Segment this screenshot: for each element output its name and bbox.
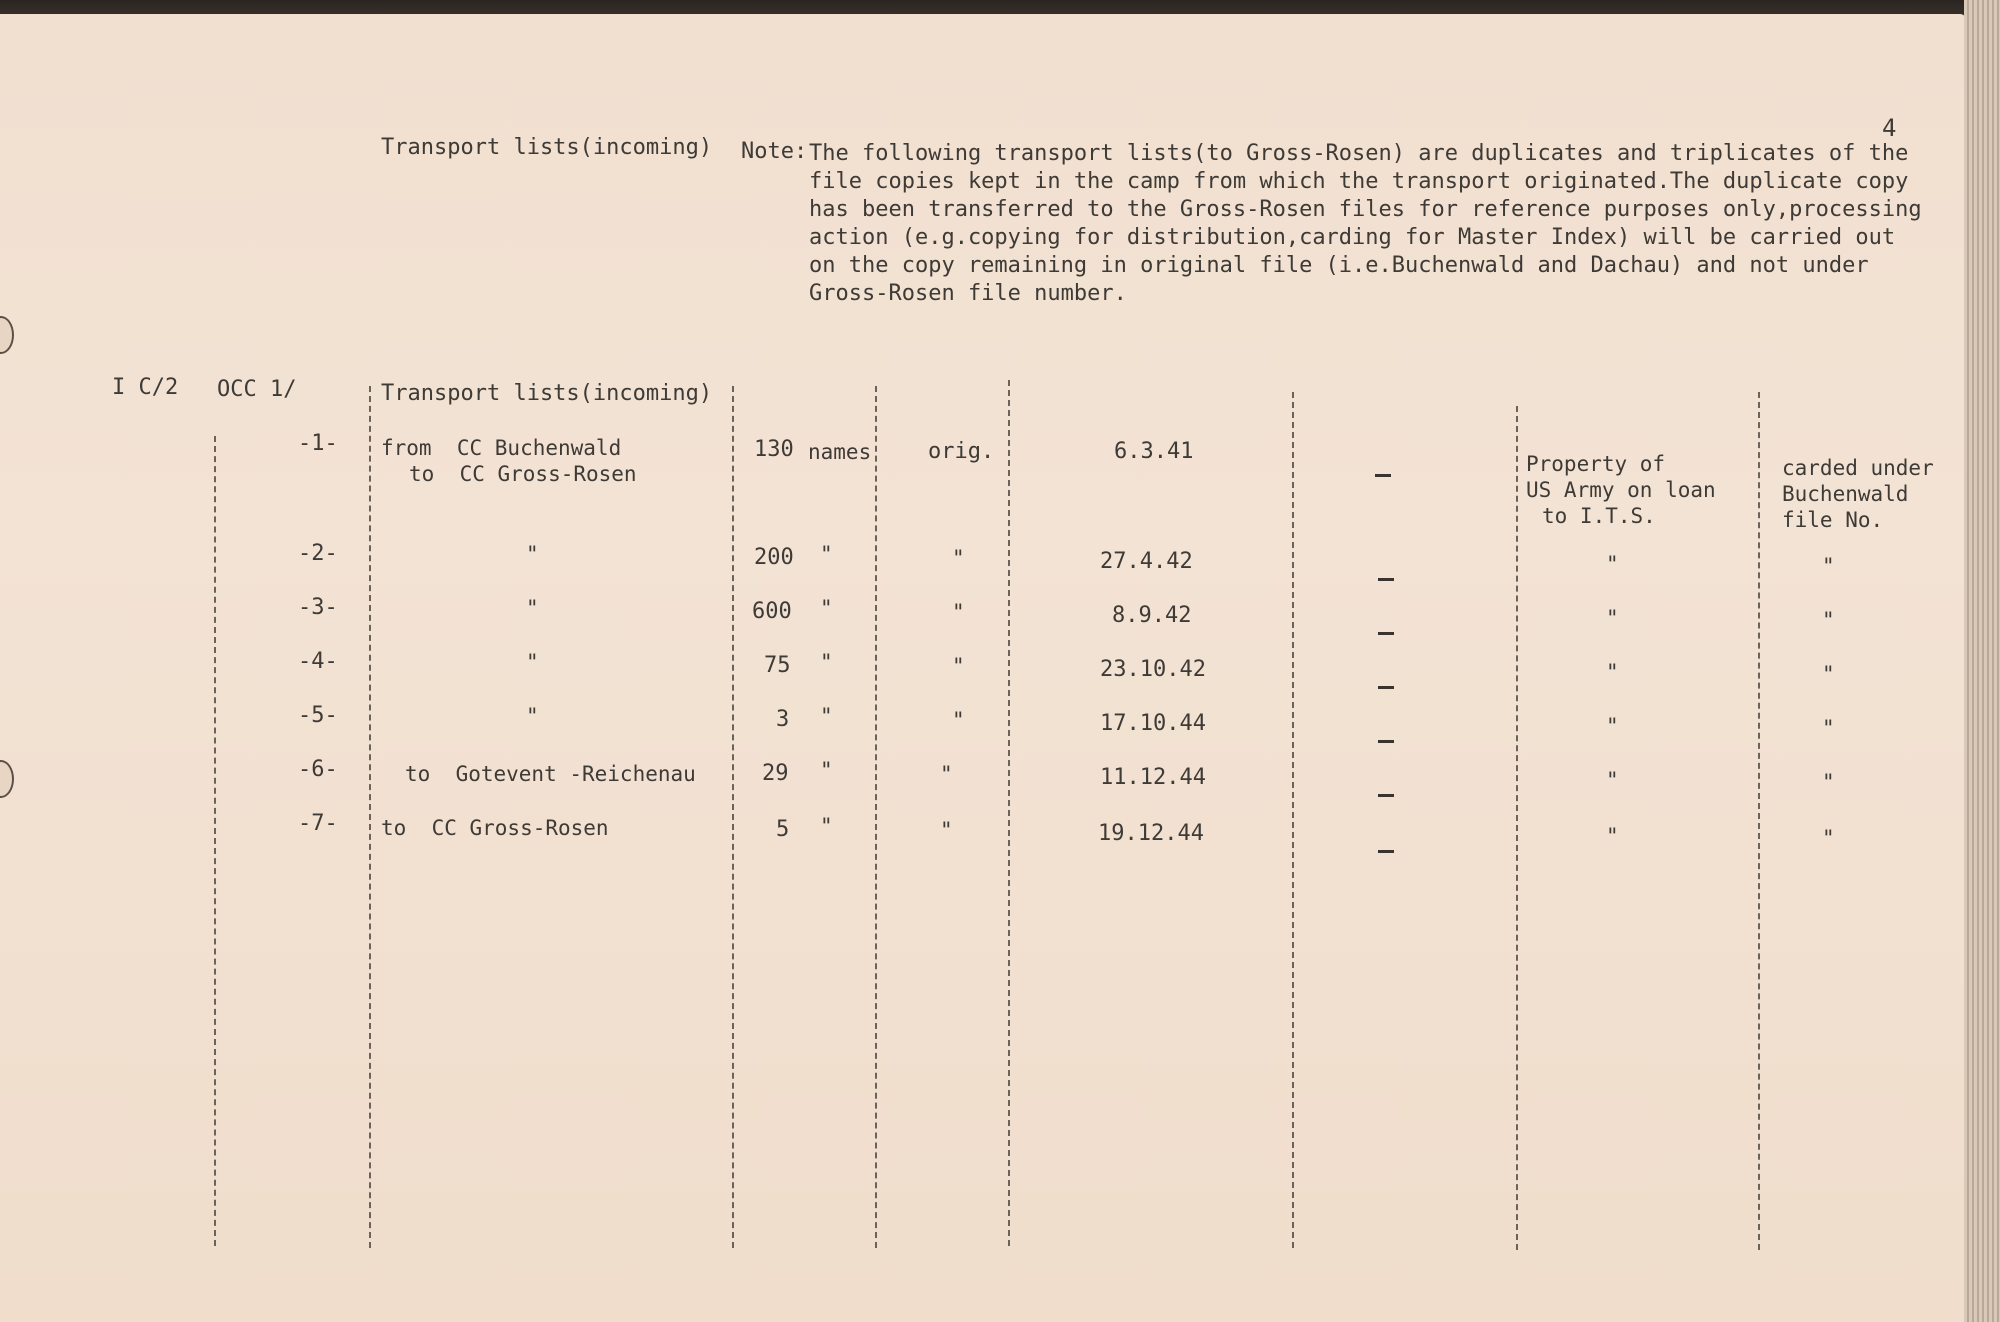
count: 5: [776, 817, 790, 842]
route-to: to CC Gross-Rosen: [409, 462, 637, 486]
column-rule: [214, 436, 216, 1246]
column-rule: [1292, 392, 1294, 1248]
carded-ditto: ": [1822, 554, 1835, 578]
dash-mark: [1378, 686, 1394, 689]
binder-hole-icon: [0, 760, 14, 798]
property-line: Property of: [1526, 452, 1666, 476]
route-to: to CC Gross-Rosen: [381, 816, 609, 840]
note-line: on the copy remaining in original file (i.e.Buchenwald and Dachau) and not under: [809, 253, 1869, 278]
carded-ditto: ": [1822, 716, 1835, 740]
carded-ditto: ": [1822, 662, 1835, 686]
copy-type: ": [952, 546, 965, 570]
count: 600: [752, 599, 792, 624]
row-number: -6-: [298, 757, 338, 782]
date: 8.9.42: [1112, 603, 1192, 628]
carded-ditto: ": [1822, 826, 1835, 850]
column-rule: [1008, 380, 1010, 1246]
note-line: action (e.g.copying for distribution,carding for Master Index) will be carried out: [809, 225, 1896, 250]
copy-type: ": [952, 708, 965, 732]
entry-file: OCC 1/: [217, 377, 297, 402]
property-ditto: ": [1606, 768, 1619, 792]
dash-mark: [1378, 740, 1394, 743]
route-ditto: ": [526, 542, 539, 566]
unit: ": [820, 650, 833, 674]
dash-mark: [1378, 578, 1394, 581]
carded-ditto: ": [1822, 770, 1835, 794]
dash-mark: [1378, 632, 1394, 635]
binder-hole-icon: [0, 316, 14, 354]
unit: ": [820, 814, 833, 838]
count: 130: [754, 437, 794, 462]
property-line: US Army on loan: [1526, 478, 1716, 502]
route-to: to Gotevent -Reichenau: [405, 762, 696, 786]
row-number: -5-: [298, 703, 338, 728]
property-ditto: ": [1606, 660, 1619, 684]
route-ditto: ": [526, 704, 539, 728]
row-number: -3-: [298, 595, 338, 620]
route-ditto: ": [526, 596, 539, 620]
unit: ": [820, 758, 833, 782]
row-number: -2-: [298, 541, 338, 566]
count: 3: [776, 707, 790, 732]
unit: ": [820, 704, 833, 728]
date: 23.10.42: [1100, 657, 1206, 682]
dash-mark: [1375, 474, 1391, 477]
date: 19.12.44: [1098, 821, 1204, 846]
unit: ": [820, 596, 833, 620]
note-label: Note:: [741, 139, 808, 164]
date: 27.4.42: [1100, 549, 1193, 574]
copy-type: ": [952, 600, 965, 624]
carded-line: file No.: [1782, 508, 1884, 532]
note-line: The following transport lists(to Gross-Rosen) are duplicates and triplicates of the: [809, 141, 1909, 166]
copy-type: ": [940, 762, 953, 786]
count: 200: [754, 545, 794, 570]
carded-line: carded under: [1782, 456, 1934, 480]
row-number: -1-: [298, 431, 338, 456]
carded-ditto: ": [1822, 608, 1835, 632]
carded-line: Buchenwald: [1782, 482, 1909, 506]
row-number: -4-: [298, 649, 338, 674]
property-ditto: ": [1606, 606, 1619, 630]
route-from: from CC Buchenwald: [381, 436, 622, 460]
date: 6.3.41: [1114, 439, 1194, 464]
column-rule: [875, 386, 877, 1248]
header-title: Transport lists(incoming): [381, 135, 713, 160]
property-ditto: ": [1606, 714, 1619, 738]
ledger-page: [0, 14, 1966, 1322]
entry-code: I C/2: [112, 375, 179, 400]
count: 75: [764, 653, 791, 678]
property-line: to I.T.S.: [1542, 504, 1656, 528]
property-ditto: ": [1606, 552, 1619, 576]
count: 29: [762, 761, 789, 786]
dash-mark: [1378, 794, 1394, 797]
date: 11.12.44: [1100, 765, 1206, 790]
column-rule: [1516, 406, 1518, 1250]
row-number: -7-: [298, 811, 338, 836]
note-line: file copies kept in the camp from which the transport originated.The duplicate copy: [809, 169, 1909, 194]
unit: ": [820, 542, 833, 566]
copy-type: orig.: [928, 439, 995, 464]
column-rule: [732, 386, 734, 1248]
note-line: has been transferred to the Gross-Rosen files for reference purposes only,processing: [809, 197, 1922, 222]
unit: names: [808, 440, 872, 464]
property-ditto: ": [1606, 824, 1619, 848]
dash-mark: [1378, 850, 1394, 853]
note-line: Gross-Rosen file number.: [809, 281, 1127, 306]
date: 17.10.44: [1100, 711, 1206, 736]
copy-type: ": [940, 818, 953, 842]
page-stack-edge: [1964, 0, 2000, 1322]
entry-title: Transport lists(incoming): [381, 381, 713, 406]
page-number: 4: [1882, 114, 1897, 142]
column-rule: [1758, 392, 1760, 1250]
column-rule: [369, 386, 371, 1248]
route-ditto: ": [526, 650, 539, 674]
copy-type: ": [952, 654, 965, 678]
